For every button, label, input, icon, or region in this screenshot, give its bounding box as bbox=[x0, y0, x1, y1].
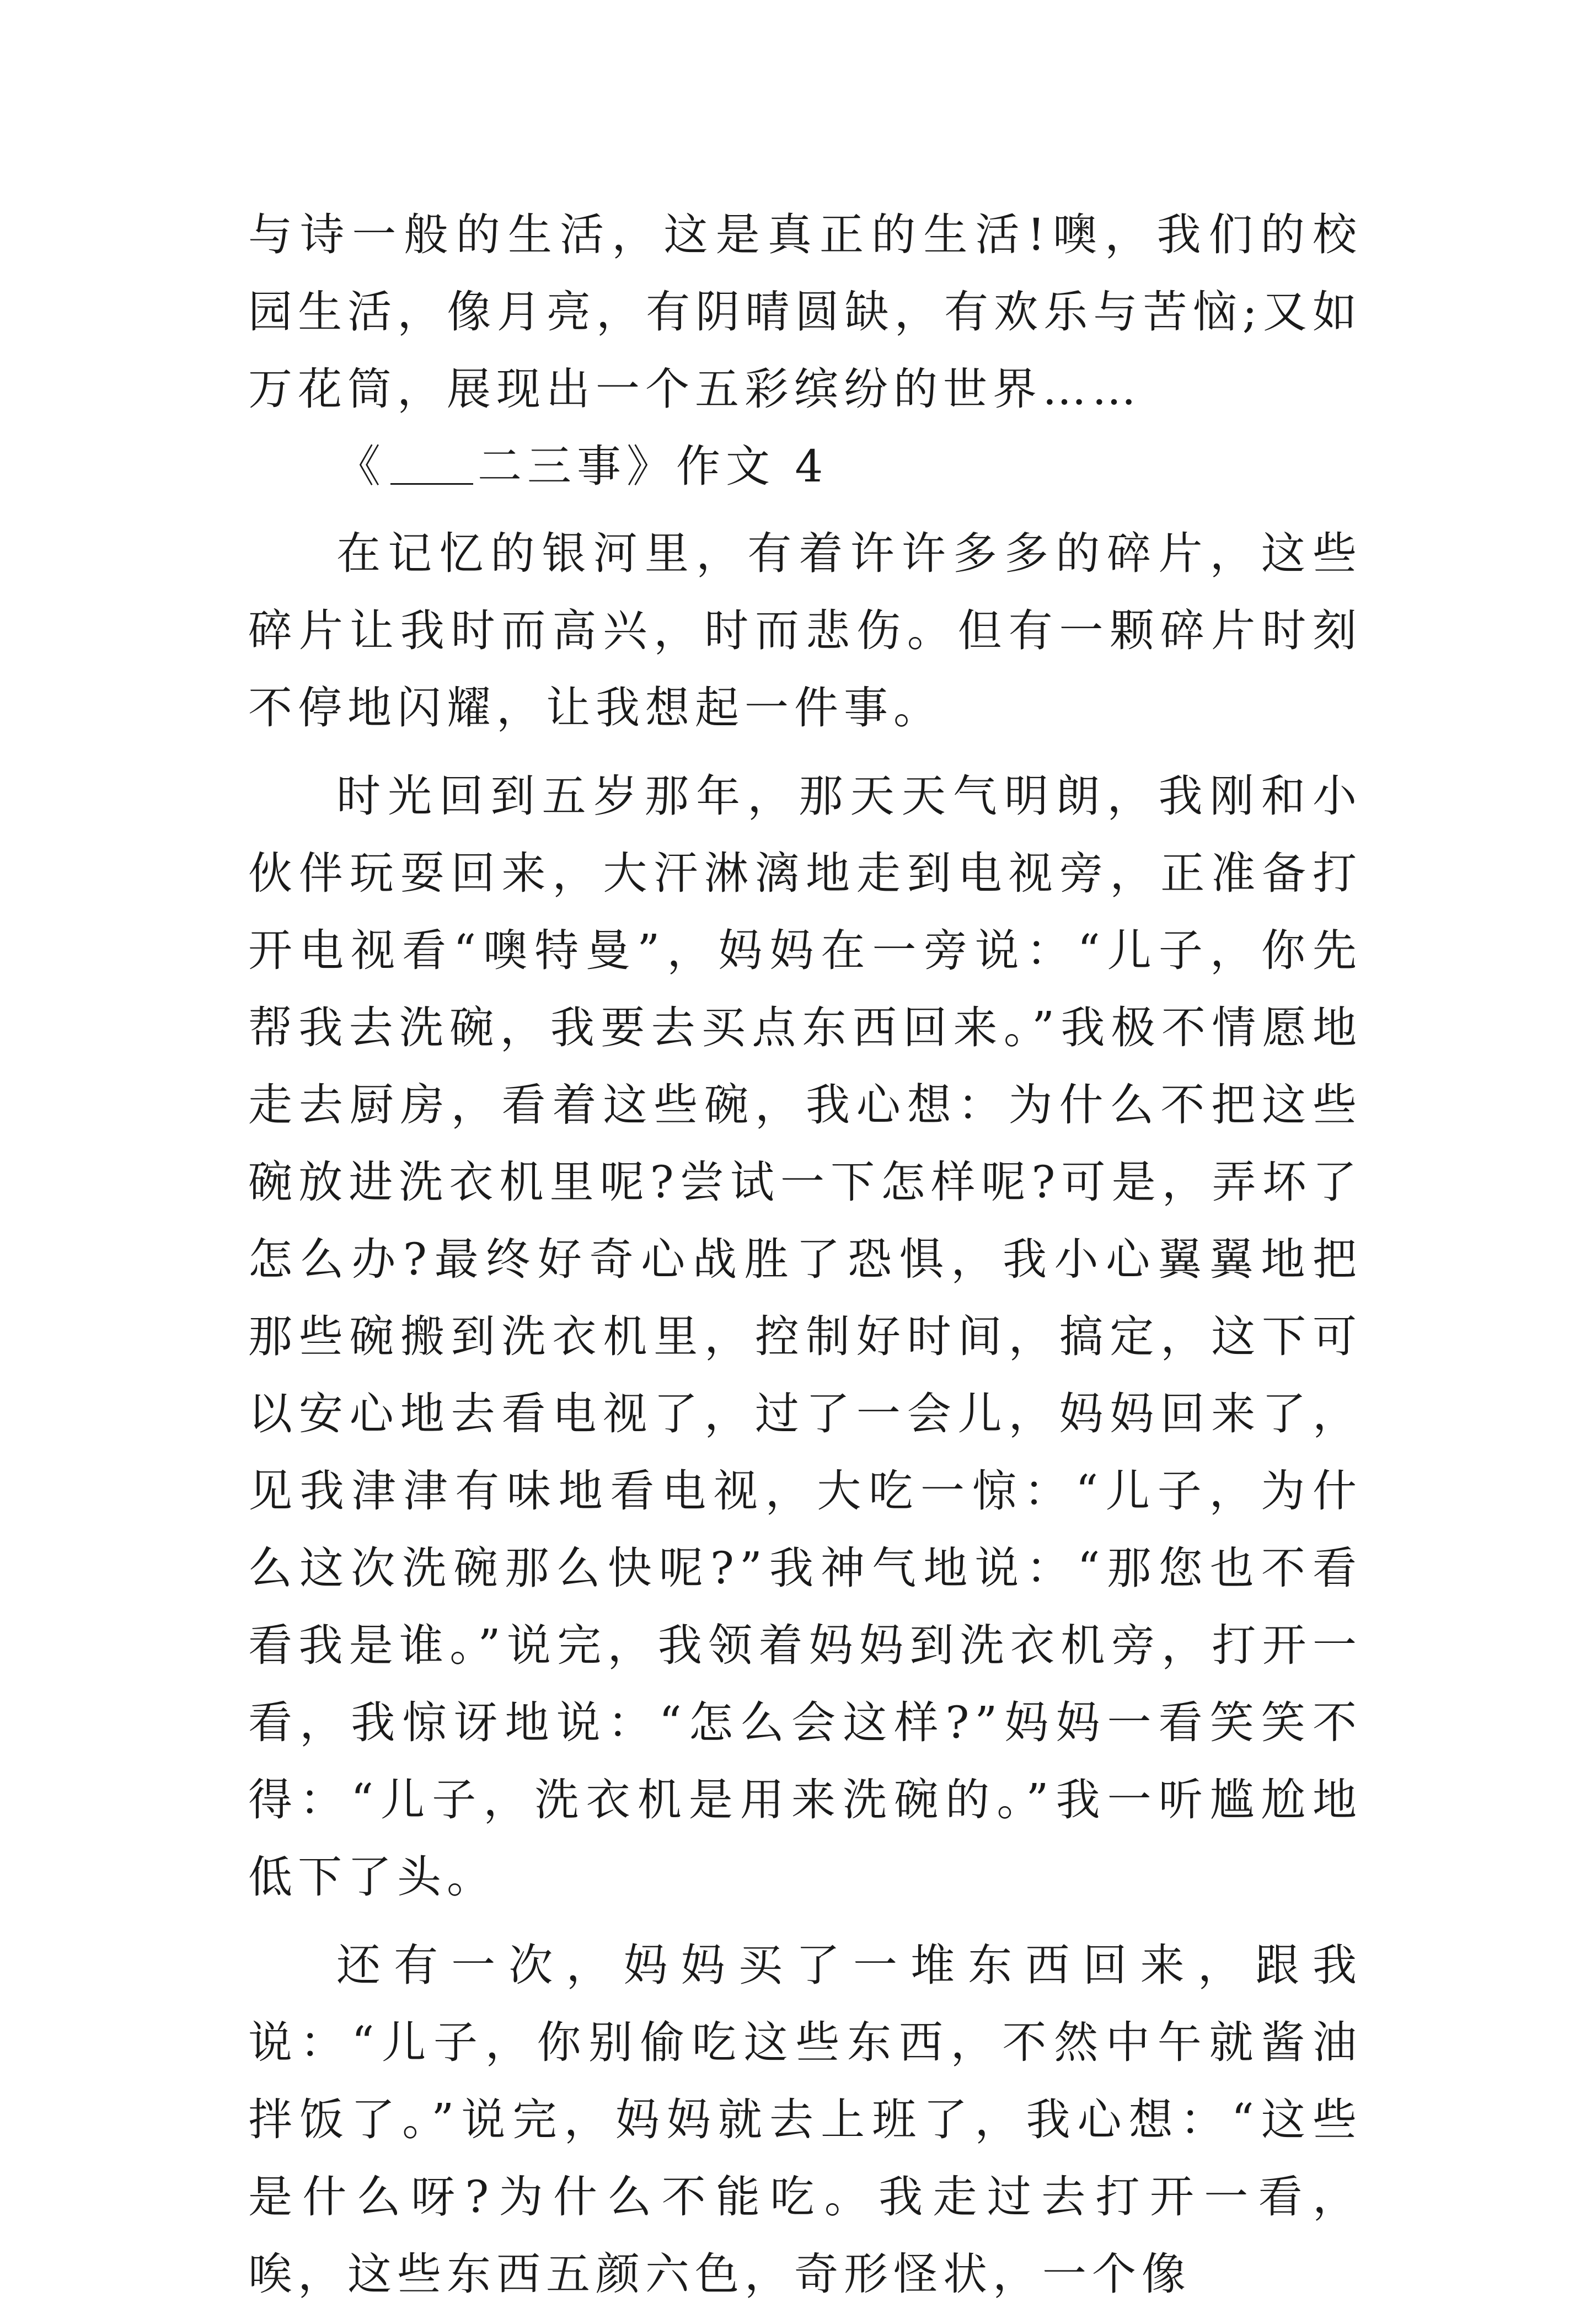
heading-prefix: 《 bbox=[336, 441, 386, 492]
intro-paragraph: 与诗一般的生活，这是真正的生活!噢，我们的校园生活，像月亮，有阴晴圆缺，有欢乐与苦恼;又如万花筒，展现出一个五彩缤纷的世界…… bbox=[248, 209, 1362, 415]
body-paragraph: 在记忆的银河里，有着许许多多的碎片，这些碎片让我时而高兴，时而悲伤。但有一颗碎片时刻不停地闪耀，让我想起一件事。 bbox=[248, 528, 1362, 733]
body-paragraph: 还有一次，妈妈买了一堆东西回来，跟我说：“儿子，你别偷吃这些东西，不然中午就酱油拌饭了。”说完，妈妈就去上班了，我心想：“这些是什么呀?为什么不能吃。我走过去打开一看，唉，这些东西五颜六色，奇形怪状，一个像 bbox=[248, 1940, 1362, 2300]
body-paragraph: 时光回到五岁那年，那天天气明朗，我刚和小伙伴玩耍回来，大汗淋漓地走到电视旁，正准备打开电视看“噢特曼”，妈妈在一旁说：“儿子，你先帮我去洗碗，我要去买点东西回来。”我极不情愿地走去厨房，看着这些碗，我心想：为什么不把这些碗放进洗衣机里呢?尝试一下怎样呢?可是，弄坏了怎么办?最终好奇心战胜了恐惧，我小心翼翼地把那些碗搬到洗衣机里，控制好时间，搞定，这下可以安心地去看电视了，过了一会儿，妈妈回来了，见我津津有味地看电视，大吃一惊：“儿子，为什么这次洗碗那么快呢?”我神气地说：“那您也不看看我是谁。”说完，我领着妈妈到洗衣机旁，打开一看，我惊讶地说：“怎么会这样?”妈妈一看笑笑不得：“儿子，洗衣机是用来洗碗的。”我一听尴尬地低下了头。 bbox=[248, 770, 1362, 1903]
essay-heading bbox=[248, 428, 1362, 505]
heading-blank bbox=[390, 439, 473, 485]
document-body bbox=[248, 196, 1362, 2324]
heading-suffix: 二三事》作文 4 bbox=[478, 441, 829, 492]
